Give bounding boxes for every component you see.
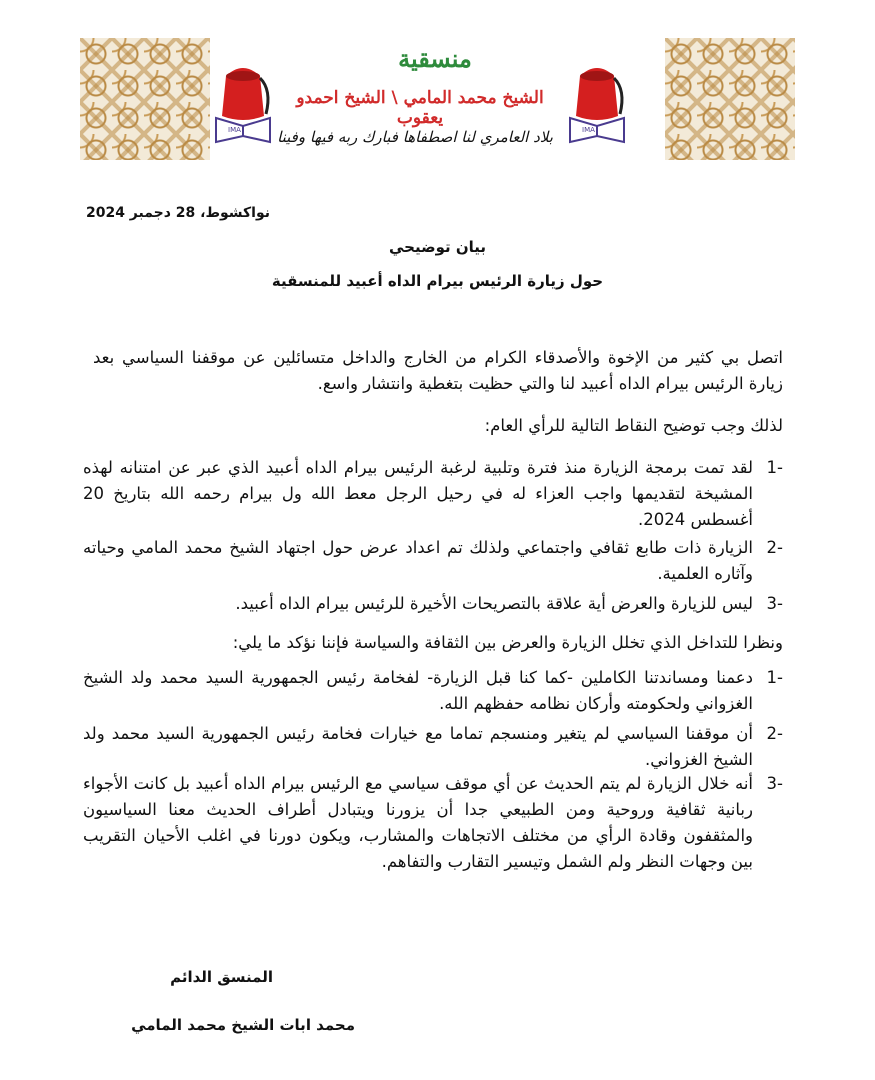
intro-paragraph: اتصل بي كثير من الإخوة والأصدقاء الكرام من الخارج والداخل متسائلين عن موقفنا السياسي بعد زيارة الرئيس بيرام الداه أعبيد لنا والتي حظيت بتغطية وانتشار واسع. bbox=[93, 348, 783, 393]
list-item bbox=[83, 721, 783, 771]
list-item-number: 2- bbox=[766, 538, 783, 557]
signature-name: محمد ابات الشيخ محمد المامي bbox=[131, 1016, 355, 1034]
emblem-text: IMA bbox=[228, 126, 241, 134]
list-item bbox=[83, 535, 783, 591]
list-item-text: لقد تمت برمجة الزيارة منذ فترة وتلبية لرغبة الرئيس بيرام الداه أعبيد الذي عبر عن امتنانه لهذه المشيخة لتقديمها واجب العزاء له في رحيل الرجل معط الله ول بيرام رحمه الله بتاريخ 20 أغسطس 2024. bbox=[83, 458, 753, 529]
list-item bbox=[83, 455, 783, 535]
affirmations-list bbox=[83, 665, 783, 875]
list-item-text: أن موقفنا السياسي لم يتغير ومنسجم تماما مع خيارات فخامة رئيس الجمهورية السيد محمد ولد الشيخ الغزواني. bbox=[83, 724, 753, 769]
list-item bbox=[83, 771, 783, 875]
list-item-text: ليس للزيارة والعرض أية علاقة بالتصريحات الأخيرة للرئيس بيرام الداه أعبيد. bbox=[235, 594, 753, 613]
points-list bbox=[83, 455, 783, 617]
document-subheading: حول زيارة الرئيس بيرام الداه أعبيد للمنسقية bbox=[271, 272, 604, 290]
list-item-text: دعمنا ومساندتنا الكاملين -كما كنا قبل الزيارة- لفخامة رئيس الجمهورية السيد محمد ولد الشيخ الغزواني ولحكومته وأركان نظامه حفظهم الله. bbox=[83, 668, 753, 713]
banner-names: الشيخ محمد المامي \ الشيخ احمدو يعقوب bbox=[296, 88, 544, 128]
list-item-number: 3- bbox=[766, 774, 783, 793]
affirmations-lead: ونظرا للتداخل الذي تخلل الزيارة والعرض بين الثقافة والسياسة فإننا نؤكد ما يلي: bbox=[232, 633, 783, 652]
document-date: نواكشوط، 28 دجمبر 2024 bbox=[85, 205, 270, 221]
points-lead: لذلك وجب توضيح النقاط التالية للرأي العام: bbox=[484, 416, 783, 435]
list-item-number: 1- bbox=[766, 668, 783, 687]
banner-motto: بلاد العامري لنا اصطفاها فبارك ربه فيها وفينا bbox=[277, 128, 553, 146]
list-item bbox=[83, 665, 783, 721]
header-banner bbox=[80, 38, 795, 163]
signature-title: المنسق الدائم bbox=[170, 968, 273, 986]
list-item-text: الزيارة ذات طابع ثقافي واجتماعي ولذلك تم اعداد عرض حول اجتهاد الشيخ محمد المامي وحياته وآثاره العلمية. bbox=[83, 538, 753, 583]
decorative-pattern-left bbox=[80, 38, 210, 160]
emblem-text-right: IMA bbox=[582, 126, 595, 134]
list-item-number: 3- bbox=[766, 594, 783, 613]
list-item-number: 1- bbox=[766, 458, 783, 477]
decorative-pattern-right bbox=[665, 38, 795, 160]
banner-title: منسقية bbox=[398, 44, 472, 73]
document-heading: بيان توضيحي bbox=[388, 238, 487, 256]
list-item-number: 2- bbox=[766, 724, 783, 743]
list-item-text: أنه خلال الزيارة لم يتم الحديث عن أي موقف سياسي مع الرئيس بيرام الداه أعبيد بل كانت الأجواء ربانية ثقافية وروحية ومن الطبيعي جدا أن يزورنا ويتبادل أطراف الحديث معنا السياسيون والمثقفون وقادة الرأي من مختلف الاتجاهات والمشارب، ويكون دورنا في اغلب الأحيان التقريب بين وجهات النظر ولم الشمل وتيسير التقارب والتفاهم. bbox=[83, 774, 753, 871]
list-item bbox=[83, 591, 783, 617]
